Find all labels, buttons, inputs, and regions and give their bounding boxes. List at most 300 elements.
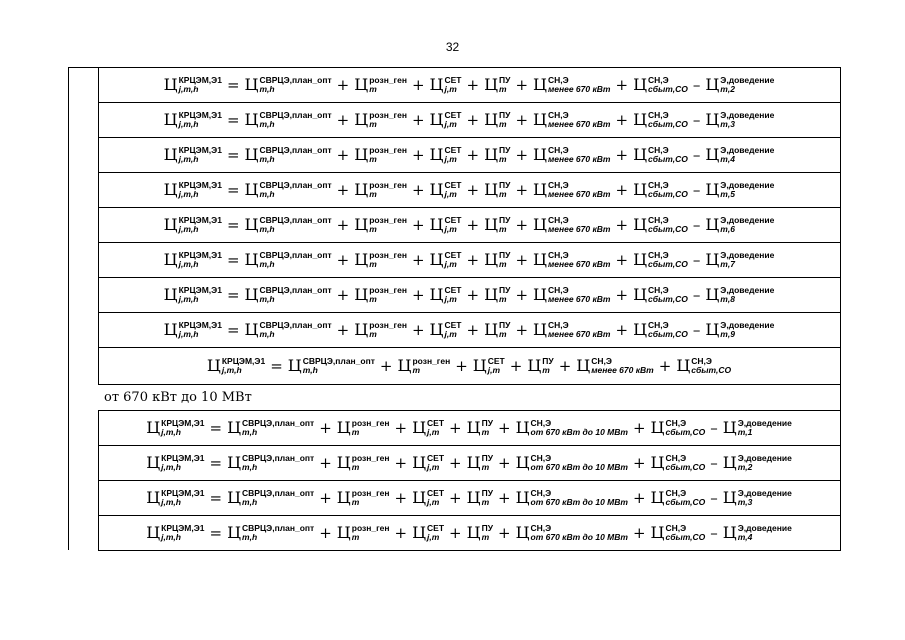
dovedenie-letter: Ц xyxy=(705,110,720,129)
svrce-letter: Ц xyxy=(244,110,259,129)
rozn-gen-subscript: m xyxy=(369,119,377,129)
svrce-superscript: СВРЦЭ,план_опт xyxy=(259,180,332,190)
svrce-term xyxy=(245,216,332,234)
set-term xyxy=(430,321,462,339)
sbyt-term xyxy=(633,146,688,164)
dovedenie-subscript: m,2 xyxy=(737,462,753,472)
dovedenie-scripts xyxy=(720,286,774,304)
pu-subscript: m xyxy=(499,189,507,199)
plus-sign: + xyxy=(466,215,480,234)
dovedenie-subscript: m,3 xyxy=(737,497,753,507)
plus-sign: + xyxy=(336,75,350,94)
lhs-term xyxy=(146,524,204,542)
rozn-gen-superscript: розн_ген xyxy=(369,145,407,155)
formula-row xyxy=(98,242,841,278)
equals-sign: = xyxy=(209,418,223,437)
rozn-gen-scripts xyxy=(352,489,390,507)
sn-subscript: менее 670 кВт xyxy=(591,365,654,375)
svrce-term xyxy=(245,146,332,164)
sn-term xyxy=(533,111,610,129)
set-term xyxy=(473,357,505,375)
svrce-term xyxy=(227,489,314,507)
pu-scripts xyxy=(499,216,510,234)
plus-sign: + xyxy=(449,418,462,437)
svrce-superscript: СВРЦЭ,план_опт xyxy=(302,356,375,366)
svrce-superscript: СВРЦЭ,план_опт xyxy=(242,523,315,533)
svrce-letter: Ц xyxy=(244,145,259,164)
plus-sign: + xyxy=(319,523,332,542)
svrce-term xyxy=(227,419,314,437)
pu-subscript: m xyxy=(542,365,550,375)
lhs-scripts xyxy=(222,357,265,375)
sn-term xyxy=(533,146,610,164)
lhs-scripts xyxy=(179,321,222,339)
plus-sign: + xyxy=(515,180,529,199)
sn-letter: Ц xyxy=(533,285,547,304)
sbyt-scripts xyxy=(648,321,688,339)
svrce-superscript: СВРЦЭ,план_опт xyxy=(242,488,315,498)
lhs-scripts xyxy=(179,146,222,164)
lhs-term xyxy=(164,216,222,234)
plus-sign: + xyxy=(466,145,480,164)
rozn-gen-term xyxy=(354,111,407,129)
lhs-superscript: КРЦЭМ,Э1 xyxy=(178,250,222,260)
rozn-gen-subscript: m xyxy=(369,329,377,339)
sn-term xyxy=(516,524,628,542)
set-scripts xyxy=(445,76,462,94)
sbyt-term xyxy=(633,181,688,199)
pu-scripts xyxy=(499,76,510,94)
svrce-letter: Ц xyxy=(227,523,242,542)
svrce-subscript: m,h xyxy=(259,294,275,304)
pu-subscript: m xyxy=(481,462,490,472)
plus-sign: + xyxy=(497,523,511,542)
plus-sign: + xyxy=(615,145,629,164)
sn-term xyxy=(516,419,628,437)
sn-letter: Ц xyxy=(533,250,547,269)
dovedenie-letter: Ц xyxy=(705,145,720,164)
sn-superscript: СН,Э xyxy=(547,285,569,295)
plus-sign: + xyxy=(336,215,350,234)
plus-sign: + xyxy=(466,320,480,339)
rozn-gen-term xyxy=(354,321,407,339)
rozn-gen-letter: Ц xyxy=(336,488,351,507)
sn-letter: Ц xyxy=(533,110,547,129)
rozn-gen-subscript: m xyxy=(351,532,360,542)
sn-term xyxy=(533,181,610,199)
pu-superscript: ПУ xyxy=(499,250,511,260)
dovedenie-scripts xyxy=(720,76,774,94)
plus-sign: + xyxy=(615,250,629,269)
dovedenie-term xyxy=(723,454,792,472)
sn-superscript: СН,Э xyxy=(547,110,569,120)
lhs-scripts xyxy=(179,216,222,234)
dovedenie-subscript: m,3 xyxy=(720,119,735,129)
formula xyxy=(164,76,775,94)
sn-term xyxy=(533,216,610,234)
plus-sign: + xyxy=(411,215,425,234)
dovedenie-letter: Ц xyxy=(705,215,720,234)
sbyt-letter: Ц xyxy=(633,180,648,199)
pu-term xyxy=(467,524,493,542)
rozn-gen-superscript: розн_ген xyxy=(369,320,407,330)
set-letter: Ц xyxy=(429,285,444,304)
dovedenie-scripts xyxy=(738,419,792,437)
pu-superscript: ПУ xyxy=(481,453,493,463)
sbyt-letter: Ц xyxy=(633,145,648,164)
sbyt-letter: Ц xyxy=(650,488,665,507)
equals-sign: = xyxy=(270,356,283,375)
rozn-gen-scripts xyxy=(369,251,407,269)
sbyt-superscript: СН,Э xyxy=(665,523,687,533)
formula-row xyxy=(98,137,841,173)
set-letter: Ц xyxy=(412,418,427,437)
sn-superscript: СН,Э xyxy=(530,488,552,498)
sbyt-scripts xyxy=(665,454,705,472)
rozn-gen-subscript: m xyxy=(351,497,360,507)
lhs-scripts xyxy=(161,419,204,437)
sn-subscript: менее 670 кВт xyxy=(547,189,611,199)
dovedenie-term xyxy=(705,146,774,164)
set-superscript: СЕТ xyxy=(427,488,445,498)
lhs-term xyxy=(164,76,222,94)
set-scripts xyxy=(445,146,462,164)
sbyt-subscript: сбыт,СО xyxy=(648,189,688,199)
sn-scripts xyxy=(531,524,628,542)
set-letter: Ц xyxy=(429,215,444,234)
lhs-letter: Ц xyxy=(163,145,178,164)
lhs-term xyxy=(164,146,222,164)
formula xyxy=(164,146,775,164)
formula xyxy=(164,251,775,269)
plus-sign: + xyxy=(615,75,629,94)
dovedenie-scripts xyxy=(720,181,774,199)
plus-sign: + xyxy=(658,356,672,375)
svrce-term xyxy=(245,181,332,199)
sbyt-term xyxy=(651,489,706,507)
svrce-subscript: m,h xyxy=(302,365,318,375)
set-superscript: СЕТ xyxy=(444,180,462,190)
rozn-gen-superscript: розн_ген xyxy=(369,250,407,260)
pu-subscript: m xyxy=(499,259,507,269)
pu-scripts xyxy=(499,181,510,199)
sbyt-superscript: СН,Э xyxy=(648,110,669,120)
dovedenie-subscript: m,1 xyxy=(737,427,753,437)
formula-row xyxy=(98,347,841,385)
rozn-gen-letter: Ц xyxy=(397,356,412,375)
rozn-gen-subscript: m xyxy=(369,224,377,234)
sbyt-letter: Ц xyxy=(633,75,648,94)
lhs-term xyxy=(207,357,265,375)
dovedenie-superscript: Э,доведение xyxy=(720,110,775,120)
plus-sign: + xyxy=(449,488,462,507)
sn-scripts xyxy=(548,216,611,234)
plus-sign: + xyxy=(615,110,629,129)
pu-scripts xyxy=(499,111,510,129)
equals-sign: = xyxy=(209,488,223,507)
dovedenie-subscript: m,6 xyxy=(720,224,735,234)
plus-sign: + xyxy=(632,453,646,472)
rozn-gen-subscript: m xyxy=(369,294,377,304)
lhs-scripts xyxy=(179,76,222,94)
set-letter: Ц xyxy=(429,75,444,94)
minus-sign: – xyxy=(692,215,701,234)
dovedenie-scripts xyxy=(738,454,792,472)
lhs-subscript: j,m,h xyxy=(178,119,199,129)
sn-superscript: СН,Э xyxy=(530,453,552,463)
plus-sign: + xyxy=(336,320,350,339)
sn-superscript: СН,Э xyxy=(591,356,612,366)
lhs-scripts xyxy=(161,454,204,472)
set-superscript: СЕТ xyxy=(444,320,462,330)
sn-term xyxy=(533,321,610,339)
pu-letter: Ц xyxy=(484,75,499,94)
plus-sign: + xyxy=(411,110,425,129)
sbyt-term xyxy=(633,321,688,339)
plus-sign: + xyxy=(558,356,572,375)
dovedenie-scripts xyxy=(738,489,792,507)
plus-sign: + xyxy=(615,285,629,304)
dovedenie-letter: Ц xyxy=(705,320,720,339)
set-term xyxy=(412,454,444,472)
svrce-subscript: m,h xyxy=(259,189,275,199)
equals-sign: = xyxy=(226,110,240,129)
dovedenie-scripts xyxy=(738,524,792,542)
svrce-subscript: m,h xyxy=(259,84,275,94)
plus-sign: + xyxy=(515,250,529,269)
sn-scripts xyxy=(531,419,628,437)
dovedenie-letter: Ц xyxy=(722,418,737,437)
sn-scripts xyxy=(548,111,611,129)
pu-superscript: ПУ xyxy=(481,418,493,428)
plus-sign: + xyxy=(466,285,480,304)
sbyt-term xyxy=(651,419,706,437)
sn-scripts xyxy=(591,357,654,375)
rozn-gen-term xyxy=(337,489,390,507)
set-letter: Ц xyxy=(412,453,427,472)
sbyt-superscript: СН,Э xyxy=(648,75,669,85)
pu-letter: Ц xyxy=(484,215,499,234)
svrce-letter: Ц xyxy=(227,418,242,437)
rozn-gen-letter: Ц xyxy=(336,418,351,437)
rozn-gen-superscript: розн_ген xyxy=(369,215,407,225)
sn-term xyxy=(516,454,628,472)
set-scripts xyxy=(427,454,444,472)
lhs-letter: Ц xyxy=(163,180,178,199)
dovedenie-scripts xyxy=(720,111,774,129)
rozn-gen-letter: Ц xyxy=(354,75,369,94)
pu-term xyxy=(484,111,510,129)
svrce-letter: Ц xyxy=(287,356,302,375)
pu-letter: Ц xyxy=(527,356,542,375)
rozn-gen-term xyxy=(354,181,407,199)
sn-subscript: менее 670 кВт xyxy=(547,119,611,129)
dovedenie-superscript: Э,доведение xyxy=(737,418,792,428)
pu-scripts xyxy=(482,419,493,437)
lhs-letter: Ц xyxy=(163,75,178,94)
pu-superscript: ПУ xyxy=(499,180,511,190)
pu-scripts xyxy=(499,321,510,339)
lhs-superscript: КРЦЭМ,Э1 xyxy=(161,418,205,428)
sn-subscript: от 670 кВт до 10 МВт xyxy=(530,497,628,507)
dovedenie-subscript: m,5 xyxy=(720,189,735,199)
equals-sign: = xyxy=(209,523,223,542)
pu-scripts xyxy=(482,489,493,507)
set-scripts xyxy=(445,251,462,269)
sbyt-superscript: СН,Э xyxy=(665,453,687,463)
rozn-gen-term xyxy=(337,419,390,437)
set-scripts xyxy=(427,489,444,507)
rozn-gen-letter: Ц xyxy=(354,250,369,269)
formula xyxy=(164,321,775,339)
set-subscript: j,m xyxy=(444,329,457,339)
lhs-term xyxy=(146,419,204,437)
set-term xyxy=(430,216,462,234)
pu-superscript: ПУ xyxy=(499,320,511,330)
section-heading xyxy=(98,384,841,410)
pu-scripts xyxy=(499,286,510,304)
formula-row xyxy=(98,480,841,516)
equals-sign: = xyxy=(226,215,240,234)
plus-sign: + xyxy=(466,180,480,199)
dovedenie-scripts xyxy=(720,146,774,164)
svrce-letter: Ц xyxy=(244,250,259,269)
rozn-gen-subscript: m xyxy=(351,462,360,472)
dovedenie-term xyxy=(723,489,792,507)
rozn-gen-subscript: m xyxy=(369,154,377,164)
set-scripts xyxy=(445,216,462,234)
lhs-superscript: КРЦЭМ,Э1 xyxy=(178,215,222,225)
dovedenie-superscript: Э,доведение xyxy=(720,250,775,260)
pu-term xyxy=(484,76,510,94)
set-term xyxy=(430,251,462,269)
pu-term xyxy=(484,146,510,164)
dovedenie-superscript: Э,доведение xyxy=(720,215,775,225)
rozn-gen-term xyxy=(354,216,407,234)
lhs-term xyxy=(146,454,204,472)
sn-scripts xyxy=(548,321,611,339)
set-superscript: СЕТ xyxy=(427,453,445,463)
pu-scripts xyxy=(499,146,510,164)
plus-sign: + xyxy=(632,418,646,437)
pu-subscript: m xyxy=(499,294,507,304)
sbyt-superscript: СН,Э xyxy=(648,250,669,260)
rozn-gen-superscript: розн_ген xyxy=(369,180,407,190)
sn-term xyxy=(576,357,653,375)
svrce-scripts xyxy=(259,181,331,199)
minus-sign: – xyxy=(692,320,701,339)
equals-sign: = xyxy=(226,75,240,94)
plus-sign: + xyxy=(515,285,529,304)
svrce-letter: Ц xyxy=(227,453,242,472)
rozn-gen-subscript: m xyxy=(369,189,377,199)
svrce-subscript: m,h xyxy=(259,259,275,269)
sn-letter: Ц xyxy=(533,180,547,199)
rozn-gen-term xyxy=(354,146,407,164)
svrce-superscript: СВРЦЭ,план_опт xyxy=(259,250,332,260)
set-subscript: j,m xyxy=(444,154,457,164)
svrce-scripts xyxy=(259,146,331,164)
rozn-gen-letter: Ц xyxy=(354,110,369,129)
set-subscript: j,m xyxy=(427,497,440,507)
pu-subscript: m xyxy=(499,84,507,94)
rozn-gen-letter: Ц xyxy=(336,523,351,542)
lhs-superscript: КРЦЭМ,Э1 xyxy=(161,488,205,498)
pu-letter: Ц xyxy=(466,418,481,437)
plus-sign: + xyxy=(411,75,425,94)
plus-sign: + xyxy=(449,453,462,472)
plus-sign: + xyxy=(497,418,511,437)
lhs-letter: Ц xyxy=(146,418,161,437)
dovedenie-letter: Ц xyxy=(722,453,737,472)
sbyt-subscript: сбыт,СО xyxy=(648,329,688,339)
lhs-scripts xyxy=(161,489,204,507)
svrce-scripts xyxy=(259,111,331,129)
svrce-subscript: m,h xyxy=(242,532,258,542)
set-scripts xyxy=(427,419,444,437)
pu-scripts xyxy=(499,251,510,269)
pu-term xyxy=(467,454,493,472)
plus-sign: + xyxy=(632,488,646,507)
lhs-term xyxy=(164,321,222,339)
dovedenie-letter: Ц xyxy=(705,285,720,304)
sn-scripts xyxy=(548,251,611,269)
dovedenie-scripts xyxy=(720,321,774,339)
dovedenie-superscript: Э,доведение xyxy=(720,320,775,330)
plus-sign: + xyxy=(515,145,529,164)
sbyt-subscript: сбыт,СО xyxy=(648,84,688,94)
svrce-term xyxy=(245,111,332,129)
sn-scripts xyxy=(548,181,611,199)
lhs-subscript: j,m,h xyxy=(161,497,181,507)
pu-superscript: ПУ xyxy=(542,356,554,366)
set-term xyxy=(430,181,462,199)
rozn-gen-superscript: розн_ген xyxy=(369,110,407,120)
svrce-letter: Ц xyxy=(244,285,259,304)
equals-sign: = xyxy=(209,453,223,472)
sbyt-subscript: сбыт,СО xyxy=(665,497,706,507)
svrce-superscript: СВРЦЭ,план_опт xyxy=(259,215,332,225)
set-subscript: j,m xyxy=(444,189,457,199)
pu-subscript: m xyxy=(499,224,507,234)
plus-sign: + xyxy=(497,488,511,507)
svrce-subscript: m,h xyxy=(242,497,258,507)
sn-letter: Ц xyxy=(533,320,547,339)
rozn-gen-subscript: m xyxy=(351,427,360,437)
sbyt-scripts xyxy=(665,524,705,542)
svrce-subscript: m,h xyxy=(242,462,258,472)
sbyt-scripts xyxy=(648,251,688,269)
pu-term xyxy=(484,321,510,339)
rozn-gen-superscript: розн_ген xyxy=(351,523,390,533)
minus-sign: – xyxy=(692,180,701,199)
sbyt-superscript: СН,Э xyxy=(648,215,669,225)
svrce-scripts xyxy=(259,76,331,94)
sbyt-subscript: сбыт,СО xyxy=(648,119,688,129)
sbyt-term xyxy=(651,524,706,542)
sbyt-subscript: сбыт,СО xyxy=(648,154,688,164)
lhs-scripts xyxy=(161,524,204,542)
plus-sign: + xyxy=(615,215,629,234)
lhs-subscript: j,m,h xyxy=(178,259,199,269)
rozn-gen-letter: Ц xyxy=(354,215,369,234)
svrce-scripts xyxy=(242,454,314,472)
set-superscript: СЕТ xyxy=(427,523,445,533)
svrce-scripts xyxy=(242,419,314,437)
dovedenie-letter: Ц xyxy=(705,75,720,94)
formula-row xyxy=(98,172,841,208)
svrce-superscript: СВРЦЭ,план_опт xyxy=(259,320,332,330)
